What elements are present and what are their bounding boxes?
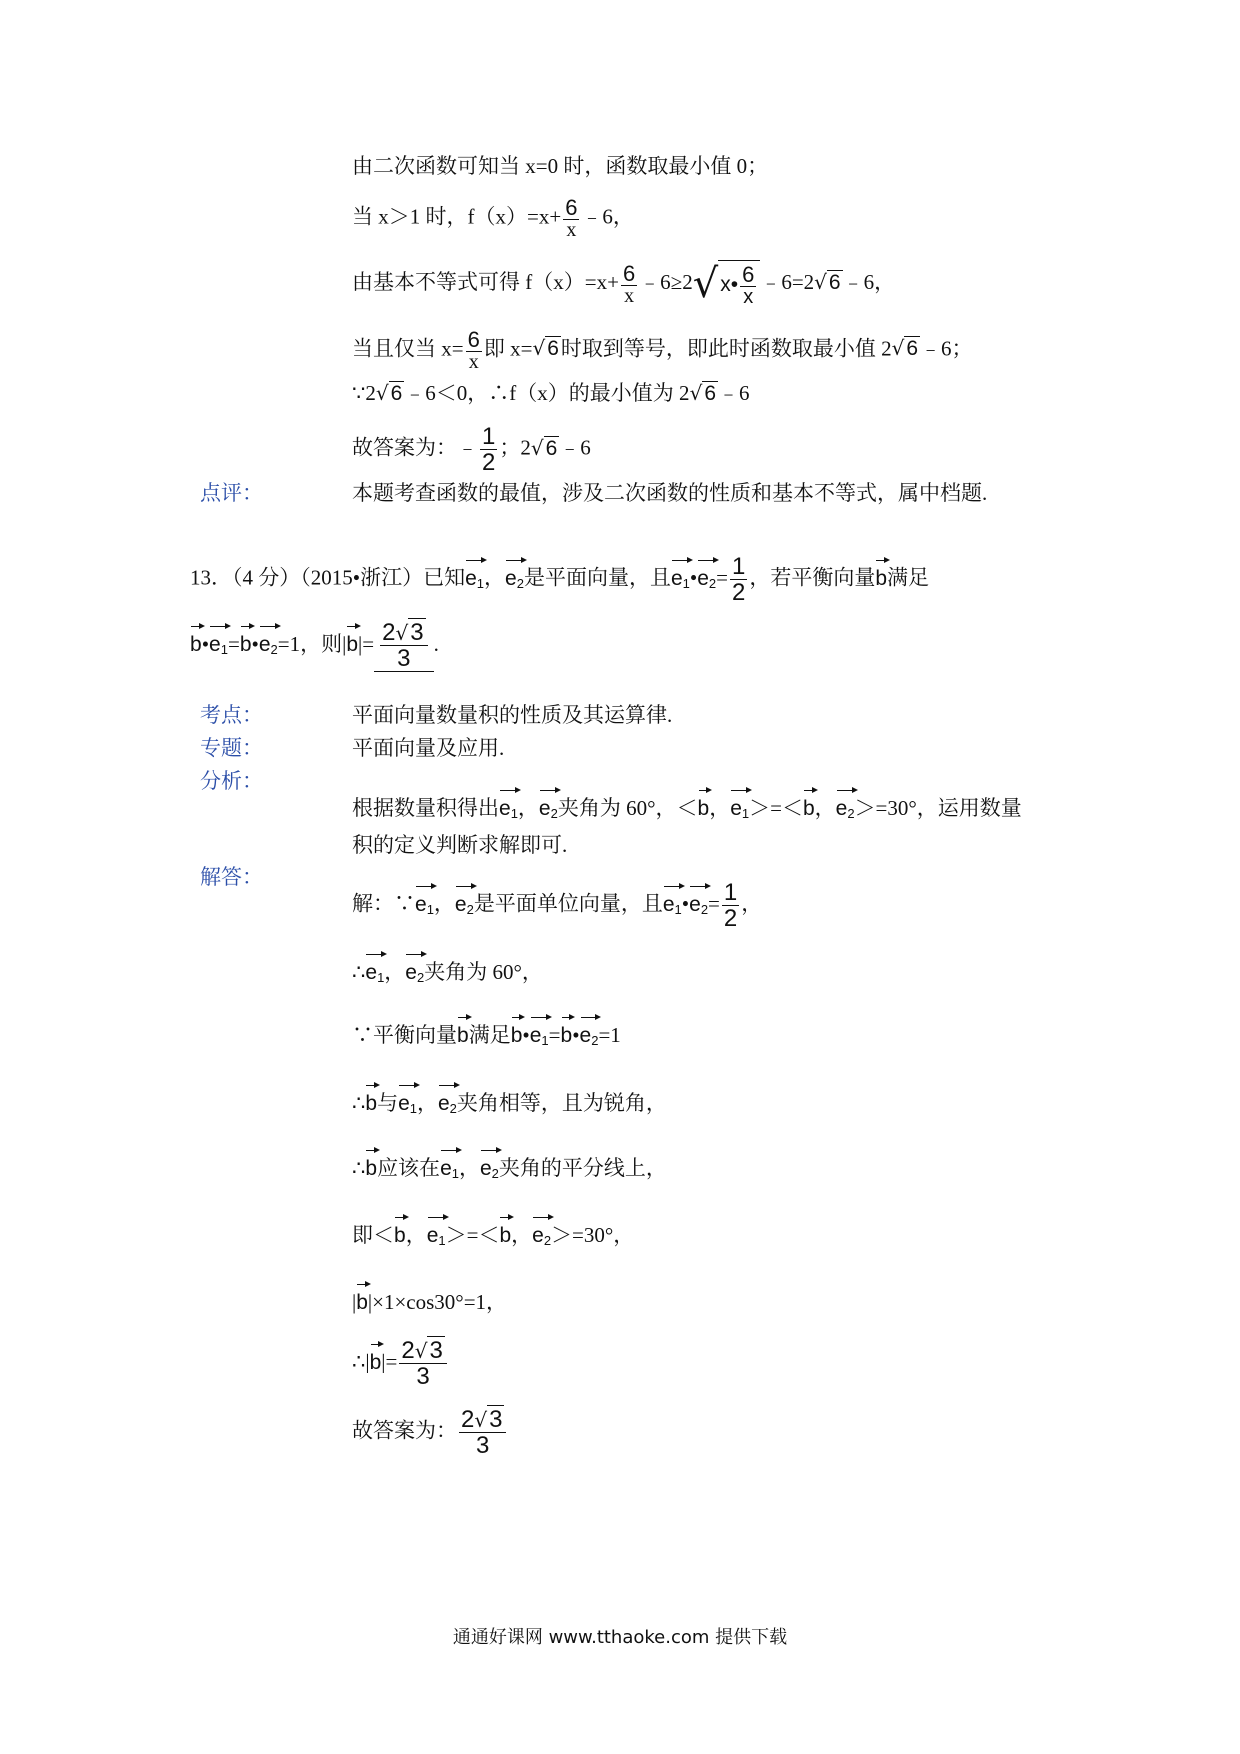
text: 夹角相等，且为锐角， — [456, 1091, 667, 1115]
text: = — [548, 1023, 561, 1047]
text: ＞=30°， — [551, 1223, 635, 1247]
text: ， — [517, 796, 539, 820]
text: 是平面向量，且 — [523, 565, 671, 590]
footer-watermark: 通通好课网 www.tthaoke.com 提供下载 — [452, 1627, 788, 1648]
square-root: √6 — [375, 381, 403, 405]
dot-operator: • — [522, 1023, 530, 1047]
text: ﹣6； — [920, 336, 973, 361]
numerator: 1 — [482, 423, 496, 450]
text: 是平面单位向量，且 — [473, 891, 663, 916]
text: ， — [709, 796, 731, 820]
solution13-line-9 — [352, 1407, 508, 1458]
text: 满足 — [887, 565, 930, 590]
text: ∵平衡向量 — [352, 1023, 457, 1047]
text: ﹣6， — [842, 269, 896, 294]
numerator: 6 — [622, 260, 636, 286]
text: 故答案为： — [352, 1418, 457, 1443]
text: ， — [405, 1223, 427, 1247]
text: 即＜ — [352, 1223, 394, 1247]
dot-operator: • — [572, 1023, 580, 1047]
fraction: $\frac{1}{2}$ — [732, 553, 746, 607]
text: ﹣6 — [718, 381, 750, 405]
vector-b: b — [365, 1083, 377, 1119]
solution-line-5 — [352, 378, 750, 409]
solution-label: 解答： — [200, 865, 263, 889]
text: ＞=＜ — [445, 1223, 500, 1247]
text: |= — [381, 1349, 398, 1374]
text: ﹣6， — [581, 204, 634, 229]
text: ﹣6=2 — [760, 269, 815, 294]
text: =1，则| — [277, 632, 347, 656]
text: . — [433, 632, 439, 656]
kaodian-label: 考点： — [200, 703, 263, 727]
solution13-line-7 — [352, 1282, 507, 1318]
text: ， — [416, 1091, 438, 1115]
vector-e2: $e_2$ — [539, 788, 558, 829]
text: ， — [384, 960, 406, 984]
denominator: x — [566, 219, 577, 242]
comment-label: 点评： — [200, 481, 263, 505]
text: | — [352, 1290, 357, 1314]
vector-b: b — [346, 624, 358, 660]
vector-e1: $e_1$ — [365, 952, 384, 993]
text: |×1×cos30°=1， — [367, 1290, 508, 1314]
denominator: x — [468, 351, 479, 374]
denominator: 2 — [482, 449, 496, 477]
vector-e2: $e_2$ — [580, 1015, 599, 1056]
vector-e1: $e_1$ — [530, 1015, 549, 1056]
fraction — [466, 328, 482, 373]
vector-e2: $e_2$ — [455, 884, 474, 925]
fraction — [621, 262, 637, 307]
vector-b: b — [240, 624, 252, 660]
vector-b: b — [394, 1215, 406, 1251]
radicand: 6 — [390, 382, 403, 405]
numerator: 6 — [565, 195, 578, 220]
square-root: √6 — [689, 381, 716, 405]
vector-e1: $e_1$ — [663, 884, 682, 925]
vector-e2: $e_2$ — [480, 1148, 499, 1189]
radicand: 6 — [906, 337, 919, 361]
vector-e2: $e_2$ — [836, 788, 855, 829]
fraction — [740, 263, 756, 308]
vector-b: b — [370, 1342, 382, 1378]
vector-e2: $e_2$ — [438, 1083, 457, 1124]
vector-e1: $e_1$ — [440, 1148, 459, 1189]
fraction: $\frac{2√3}{3}$ — [459, 1407, 506, 1458]
text: 故答案为：﹣ — [352, 435, 478, 460]
vector-e1: $e_1$ — [415, 884, 434, 925]
text: 根据数量积得出 — [352, 796, 499, 820]
text: ＞=30°，运用数量 — [854, 796, 1022, 820]
square-root: √6 — [530, 435, 558, 460]
comment-text: 本题考查函数的最值，涉及二次函数的性质和基本不等式，属中档题. — [352, 481, 988, 505]
text: 由基本不等式可得 f（x）=x+ — [352, 269, 619, 294]
text: 夹角为 60°， — [424, 960, 543, 984]
solution-line-4 — [352, 328, 973, 373]
zhuanti-label: 专题： — [200, 736, 263, 760]
solution13-line-8 — [352, 1338, 449, 1389]
vector-b: b — [190, 624, 202, 660]
solution13-line-2 — [352, 952, 543, 993]
text: ﹣6 — [559, 435, 591, 460]
vector-e2: $e_2$ — [259, 624, 278, 665]
text: 解：∵ — [352, 891, 415, 916]
radicand: 6 — [547, 337, 559, 361]
text: 即 x= — [483, 336, 533, 361]
fenxi-line-2: 积的定义判断求解即可. — [352, 833, 568, 857]
text: 由二次函数可知当 x=0 时，函数取最小值 0； — [352, 154, 769, 178]
problem-number: 13．（4 分）（2015•浙江）已知 — [190, 565, 466, 590]
vector-e2: $e_2$ — [697, 558, 716, 599]
text: 与 — [377, 1091, 399, 1115]
text: ；2 — [499, 435, 531, 460]
radicand: x• — [720, 273, 739, 297]
numerator: 6 — [467, 327, 480, 352]
text: = — [708, 891, 720, 916]
fraction: $\frac{1}{2}$ — [723, 879, 738, 933]
vector-e2: $e_2$ — [405, 952, 424, 993]
vector-e1: $e_1$ — [209, 624, 228, 665]
text: 夹角为 60°，＜ — [557, 796, 698, 820]
vector-b: b — [457, 1015, 469, 1051]
text: ∴| — [352, 1349, 370, 1374]
vector-b: b — [499, 1215, 511, 1251]
vector-b: b — [698, 788, 710, 824]
text: ﹣6≥2 — [639, 269, 693, 294]
text: ， — [814, 796, 836, 820]
text: ∴ — [352, 1091, 366, 1115]
text: ∴ — [352, 960, 366, 984]
text: 应该在 — [377, 1156, 441, 1180]
vector-b: b — [356, 1282, 368, 1318]
text: = — [716, 565, 728, 590]
kaodian-text: 平面向量数量积的性质及其运算律. — [352, 703, 673, 727]
zhuanti-text: 平面向量及应用. — [352, 736, 505, 760]
solution13-line-5 — [352, 1148, 667, 1189]
fraction: $\frac{2√3}{3}$ — [399, 1338, 446, 1389]
vector-b: b — [803, 788, 815, 824]
text: =1 — [598, 1023, 621, 1047]
answer-blank — [374, 620, 433, 672]
solution-line-6 — [352, 424, 591, 475]
solution-line-3 — [352, 260, 895, 308]
vector-e2: $e_2$ — [689, 884, 708, 925]
text: 满足 — [468, 1023, 511, 1047]
vector-e2: $e_2$ — [532, 1215, 551, 1256]
fraction: $\frac{2√3}{3}$ — [380, 620, 427, 671]
text: ﹣6＜0，∴f（x）的最小值为 2 — [404, 381, 690, 405]
vector-b: b — [365, 1148, 377, 1184]
vector-e1: $e_1$ — [398, 1083, 417, 1124]
dot-operator: • — [689, 565, 698, 590]
text: ， — [433, 891, 455, 916]
square-root: √6 — [532, 336, 559, 361]
text: ，若平衡向量 — [749, 565, 876, 590]
vector-e1: $e_1$ — [671, 558, 690, 599]
dot-operator: • — [251, 632, 259, 656]
fenxi-label: 分析： — [200, 769, 263, 793]
solution13-line-1 — [352, 880, 762, 931]
vector-b: b — [561, 1015, 573, 1051]
denominator: x — [743, 286, 754, 309]
fenxi-line-1 — [352, 788, 1022, 829]
numerator: 6 — [742, 262, 755, 287]
text: ＞=＜ — [749, 796, 803, 820]
solution-line-1 — [352, 151, 768, 181]
vector-b: b — [875, 558, 887, 594]
square-root: √6 — [814, 269, 841, 294]
vector-e1: $e_1$ — [427, 1215, 446, 1256]
text: ∵2 — [352, 381, 376, 405]
vector-e1: $e_1$ — [465, 558, 484, 599]
vector-e2: $e_2$ — [505, 558, 524, 599]
solution-line-2 — [352, 196, 634, 241]
square-root: √6 — [891, 336, 919, 361]
text: 时取到等号，即此时函数取最小值 2 — [560, 336, 892, 361]
solution13-line-4 — [352, 1083, 667, 1124]
radicand: 6 — [545, 436, 558, 460]
problem-13-line-1 — [190, 554, 929, 605]
vector-e1: $e_1$ — [730, 788, 749, 829]
text: ， — [458, 1156, 480, 1180]
radicand: 6 — [828, 270, 841, 294]
dot-operator: • — [201, 632, 210, 656]
text: ∴ — [352, 1156, 366, 1180]
text: = — [227, 632, 240, 656]
vector-e1: $e_1$ — [499, 788, 518, 829]
text: 当 x＞1 时，f（x）=x+ — [352, 204, 562, 229]
square-root: √x• $\frac{6}{x}$ — [693, 260, 761, 308]
text: 当且仅当 x= — [352, 336, 464, 361]
vector-b: b — [511, 1015, 523, 1051]
text: 夹角的平分线上， — [498, 1156, 667, 1180]
dot-operator: • — [681, 891, 690, 916]
solution13-line-3 — [352, 1015, 621, 1056]
text: ， — [741, 891, 763, 916]
denominator: x — [624, 284, 635, 307]
text: |= — [358, 632, 375, 656]
fraction — [563, 196, 579, 241]
problem-13-line-2 — [190, 620, 439, 672]
fraction — [480, 424, 497, 475]
radicand: 6 — [704, 382, 716, 405]
text: ， — [511, 1223, 533, 1247]
text: ， — [484, 565, 506, 590]
solution13-line-6 — [352, 1215, 634, 1256]
